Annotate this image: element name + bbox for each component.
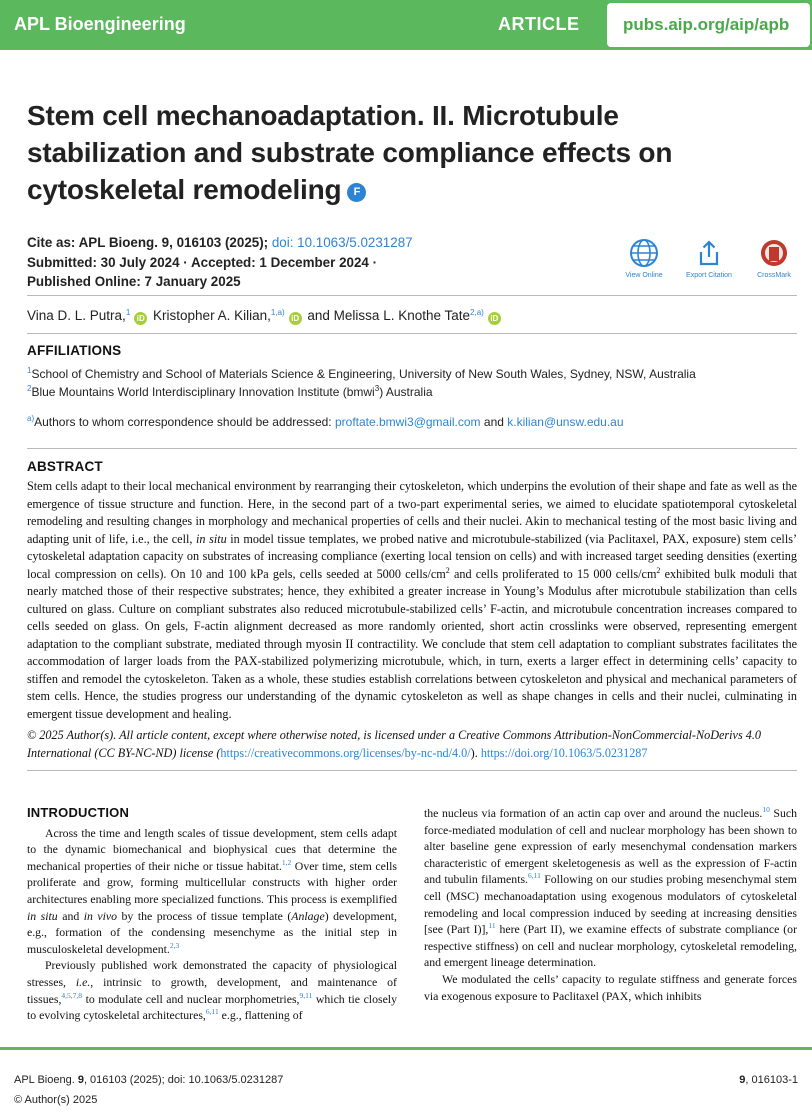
featured-badge-icon[interactable]: F bbox=[347, 183, 366, 202]
intro-paragraph bbox=[424, 805, 797, 971]
affiliation-sup: 1 bbox=[27, 366, 32, 375]
view-online-button[interactable] bbox=[609, 238, 679, 279]
journal-name[interactable]: APL Bioengineering bbox=[14, 14, 186, 34]
abstract-sup: 2 bbox=[445, 565, 450, 575]
reference-link[interactable]: 6,11 bbox=[528, 871, 541, 881]
author-name[interactable]: Kristopher A. Kilian, bbox=[153, 308, 271, 323]
affiliation-sup: 2 bbox=[27, 384, 32, 393]
email-link[interactable]: k.kilian@unsw.edu.au bbox=[507, 415, 624, 429]
cc-license-link[interactable]: https://creativecommons.org/licenses/by-nc-nd/4.0/ bbox=[220, 745, 471, 760]
body-text: by the process of tissue template ( bbox=[117, 908, 292, 923]
body-text: the nucleus via formation of an actin cap over and around the nucleus. bbox=[424, 806, 763, 820]
affiliation-text: School of Chemistry and School of Materials Science & Engineering, University of New South Wales, Sydney, NSW, Australia bbox=[31, 367, 696, 381]
intro-right-column bbox=[424, 805, 797, 1004]
abstract-heading: ABSTRACT bbox=[27, 459, 103, 474]
view-online-label: View Online bbox=[625, 272, 663, 279]
body-text: to modulate cell and nuclear morphometries, bbox=[82, 991, 300, 1006]
journal-url-box[interactable] bbox=[607, 3, 810, 47]
body-text: Across the time and length scales of tissue development, stem cells adapt to the dynamic biomechanical and biophysical cues that determine the mechanical properties of their niche or tissue habitat. bbox=[27, 825, 397, 873]
intro-paragraph bbox=[27, 957, 397, 1023]
affiliation-text: ) Australia bbox=[379, 385, 433, 399]
cite-rest: , 016103 (2025); bbox=[169, 235, 272, 250]
body-italic: Anlage bbox=[291, 908, 325, 923]
correspondence-line bbox=[27, 415, 624, 429]
author-affil-sup: 1,a) bbox=[270, 308, 285, 317]
citation-block bbox=[27, 233, 413, 292]
footer-text: , 016103-1 bbox=[745, 1074, 798, 1086]
body-text: Over time, stem cells proliferate and grow, forming multicellular constructs with higher order architectures enabling more specialized functions. This process is exemplified bbox=[27, 858, 397, 906]
crossmark-label: CrossMark bbox=[757, 272, 791, 279]
affiliation-item bbox=[27, 385, 433, 399]
footer-page-number bbox=[739, 1074, 798, 1086]
abstract-text: exhibited bulk moduli that nearly matched those of their respective substrates; hence, they exhibited a greater increase in Young’s Modulus after microtubule stabilization than cells cultured on glass. Culture on compliant substrates also reduced microtubule-stabilized cells’ F-actin, and microtubule concentration increases compared to cells seeded on glass. On gels, F-actin alignment decreased as more randomly oriented, short actin crosslinks were observed, representing emergent adaptation to the compliant substrate, mediated through myosin II contractility. We conclude that stem cell adaptation to compliant substrates facilitates the accommodation of larger loads from the PAX-stabilized polymerizing microtubule, which, in turn, exerts a larger effect in determining cells’ capacity to stiffen and remodel the cytoskeleton. Taken as a whole, these studies establish correlations between cytoskeleton and physical and mechanical parameters of stem cells. Hence, the studies progress our understanding of the dynamic cytoskeleton as well as shape changes in cells and their nuclei, culminating in emergent tissue development and healing. bbox=[27, 566, 798, 721]
email-link[interactable]: proftate.bmwi3@gmail.com bbox=[334, 415, 481, 429]
intro-paragraph bbox=[27, 825, 397, 958]
body-text: Such force-mediated modulation of cell and nuclear morphology has been shown to alter baseline gene expression of early mesenchymal condensation markers characteristic of emergent skeletogenesis as well as the expression of F-actin and tubulin filaments. bbox=[424, 806, 797, 887]
body-italic: in vivo bbox=[83, 908, 118, 923]
article-actions bbox=[614, 238, 804, 283]
cite-line bbox=[27, 233, 413, 253]
doi-link[interactable]: https://doi.org/10.1063/5.0231287 bbox=[480, 745, 648, 760]
abstract-sup: 2 bbox=[656, 565, 661, 575]
body-text: , intrinsic to growth, development, and maintenance of tissues, bbox=[27, 974, 397, 1006]
published-line: Published Online: 7 January 2025 bbox=[27, 274, 241, 289]
corr-sup: a) bbox=[27, 414, 35, 423]
affiliations-heading: AFFILIATIONS bbox=[27, 343, 122, 358]
author-affil-sup: 1 bbox=[125, 308, 131, 317]
body-text: here (Part II), we examine effects of substrate compliance (or respective stiffness) on cell and nuclear morphology, cytoskeletal remodeling, and emergent lineage determination. bbox=[424, 922, 798, 970]
cite-prefix: Cite as: APL Bioeng. bbox=[27, 235, 162, 250]
orcid-icon[interactable]: iD bbox=[488, 312, 501, 325]
orcid-icon[interactable]: iD bbox=[134, 312, 147, 325]
body-text: and bbox=[57, 908, 84, 923]
footer-citation bbox=[14, 1074, 283, 1086]
license-text: ). bbox=[470, 745, 481, 760]
article-type: ARTICLE bbox=[498, 14, 580, 34]
divider bbox=[27, 333, 797, 334]
article-title bbox=[27, 97, 747, 208]
intro-heading: INTRODUCTION bbox=[27, 805, 130, 820]
abstract-body bbox=[27, 478, 797, 723]
cite-doi-link[interactable]: doi: 10.1063/5.0231287 bbox=[271, 235, 413, 250]
reference-link[interactable]: 11 bbox=[488, 921, 496, 931]
divider bbox=[27, 448, 797, 449]
reference-link[interactable]: 6,11 bbox=[205, 1007, 219, 1017]
divider bbox=[27, 295, 797, 296]
body-text: which tie closely to evolving cytoskeletal architectures, bbox=[27, 991, 397, 1023]
body-text: ) development, e.g., formation of the condensing mesenchyme as the initial step in musculoskeletal development. bbox=[27, 908, 397, 956]
abstract-text: Stem cells adapt to their local mechanical environment by rearranging their cytoskeleton, which underpins the evolution of their shape and fate as well as the emergence of tissue structure and function. Here, in the second part of a two-part experimental series, we aimed to elucidate spatiotemporal cytoskeletal remodeling and resulting changes in morphology and mechanical properties of cells and their nuclei. Akin to mechanical testing of the most basic living and adapting unit of life, i.e., the cell, bbox=[27, 479, 797, 546]
divider bbox=[27, 770, 797, 771]
journal-banner bbox=[0, 0, 812, 50]
title-text: Stem cell mechanoadaptation. II. Microtubule stabilization and substrate compliance effects on cytoskeletal remodeling bbox=[27, 100, 673, 205]
export-citation-button[interactable] bbox=[674, 238, 744, 279]
author-name[interactable]: Vina D. L. Putra, bbox=[27, 308, 126, 323]
footer-volume: 9 bbox=[77, 1074, 84, 1086]
corr-text: Authors to whom correspondence should be addressed: bbox=[34, 415, 335, 429]
reference-link[interactable]: 1,2 bbox=[281, 857, 292, 867]
reference-link[interactable]: 9,11 bbox=[299, 990, 313, 1000]
footer-text: APL Bioeng. bbox=[14, 1074, 78, 1086]
intro-left-column bbox=[27, 805, 397, 1024]
cite-volume: 9 bbox=[161, 235, 170, 250]
reference-link[interactable]: 10 bbox=[762, 805, 770, 814]
license-statement bbox=[27, 727, 797, 762]
body-text: Previously published work demonstrated the capacity of physiological stresses, bbox=[27, 958, 397, 989]
reference-link[interactable]: 2,3 bbox=[169, 940, 180, 950]
body-italic: in situ bbox=[27, 908, 58, 923]
export-citation-label: Export Citation bbox=[686, 272, 732, 279]
crossmark-icon bbox=[759, 238, 789, 268]
affiliation-item bbox=[27, 367, 696, 381]
footer-volume: 9 bbox=[739, 1074, 746, 1086]
footer-copyright: © Author(s) 2025 bbox=[14, 1094, 98, 1106]
abstract-text: and cells proliferated to 15 000 cells/cm bbox=[449, 566, 657, 581]
reference-link[interactable]: 4,5,7,8 bbox=[61, 990, 83, 1000]
affiliation-text: Blue Mountains World Interdisciplinary Innovation Institute (bmwi bbox=[31, 385, 375, 399]
intro-paragraph bbox=[424, 971, 797, 1004]
body-text: Following on our studies probing mesenchymal stem cell (MSC) mechanoadaptation using exogenous modulators of cytoskeletal remodeling and local compression induced by seeding at increasing densities [see (Part I)], bbox=[424, 872, 797, 937]
author-affil-sup: 2,a) bbox=[470, 308, 484, 317]
footer-text: , 016103 (2025); doi: 10.1063/5.0231287 bbox=[83, 1074, 284, 1086]
abstract-text: in model tissue templates, we probed native and microtubule-stabilized (via Paclitaxel, PAX, exposure) stem cells’ cytoskeletal adaptation capacity on substrates of increasing compliance (exerting local tension on cells) and with increased target seeding densities (exerting local compression on cells). On 10 and 100 kPa gels, cells seeded at 5000 cells/cm bbox=[27, 531, 798, 581]
abstract-italic: in situ bbox=[196, 531, 227, 546]
journal-url-link[interactable]: pubs.aip.org/aip/apb bbox=[623, 15, 790, 34]
dates-line: Submitted: 30 July 2024 · Accepted: 1 December 2024 · bbox=[27, 254, 378, 270]
license-text: © 2025 Author(s). All article content, except where otherwise noted, is licensed under a Creative Commons Attribution-NonCommercial-NoDerivs 4.0 International (CC BY-NC-ND) license ( bbox=[27, 728, 761, 760]
orcid-icon[interactable]: iD bbox=[289, 312, 302, 325]
affiliation-sup: 3 bbox=[374, 384, 380, 393]
globe-icon bbox=[629, 238, 659, 268]
footer-rule bbox=[0, 1047, 812, 1050]
body-italic: i.e. bbox=[75, 974, 91, 989]
crossmark-button[interactable] bbox=[739, 238, 809, 279]
export-icon bbox=[694, 238, 724, 268]
author-list bbox=[27, 308, 503, 325]
corr-and: and bbox=[480, 415, 508, 429]
author-name[interactable]: and Melissa L. Knothe Tate bbox=[307, 308, 471, 323]
body-text: e.g., flattening of bbox=[218, 1008, 303, 1023]
body-text: We modulated the cells’ capacity to regulate stiffness and generate forces via exogenous exposure to Paclitaxel (PAX, which inhibits bbox=[424, 971, 797, 1003]
